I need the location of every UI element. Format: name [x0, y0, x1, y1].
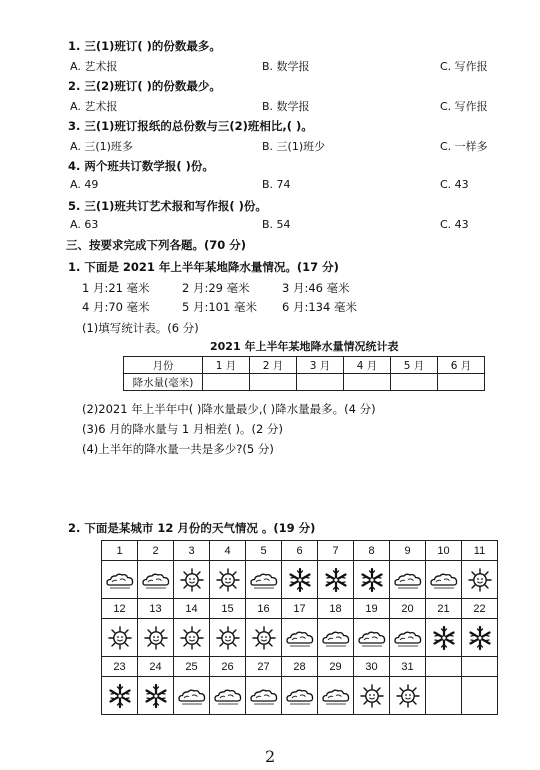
weather-cell	[354, 561, 390, 599]
day-number-cell: 10	[426, 541, 462, 561]
table-header-jan: 1 月	[203, 357, 250, 374]
weather-cell	[174, 619, 210, 657]
sunny-icon	[249, 625, 279, 651]
table-header-month: 月份	[124, 357, 203, 374]
section-title: 三、按要求完成下列各题。(70 分)	[66, 238, 247, 252]
sunny-icon	[213, 625, 243, 651]
weather-cell	[174, 561, 210, 599]
sunny-icon	[177, 567, 207, 593]
cloudy-icon	[141, 567, 171, 593]
cloudy-icon	[213, 683, 243, 709]
day-number-row	[102, 541, 498, 561]
day-number-cell: 28	[282, 657, 318, 677]
weather-cell	[138, 619, 174, 657]
cloudy-icon	[393, 567, 423, 593]
cloudy-icon	[105, 567, 135, 593]
weather-cell	[282, 677, 318, 715]
day-number-cell: 20	[390, 599, 426, 619]
answer-cell-may[interactable]	[391, 374, 438, 391]
question-2-stem: 2. 下面是某城市 12 月份的天气情况 。(19 分)	[68, 521, 316, 535]
day-number-cell: 23	[102, 657, 138, 677]
snow-icon	[285, 567, 315, 593]
day-number-cell: 5	[246, 541, 282, 561]
cloudy-icon	[249, 567, 279, 593]
weather-cell	[246, 677, 282, 715]
day-number-cell: 31	[390, 657, 426, 677]
snow-icon	[105, 683, 135, 709]
weather-cell	[390, 677, 426, 715]
answer-option[interactable]: B. 三(1)班少	[262, 140, 326, 153]
table-header-mar: 3 月	[297, 357, 344, 374]
day-number-cell: 11	[462, 541, 498, 561]
day-number-cell: 9	[390, 541, 426, 561]
table-header-apr: 4 月	[344, 357, 391, 374]
weather-cell	[390, 561, 426, 599]
question-stem: 1. 三(1)班订( )的份数最多。	[68, 39, 221, 53]
snow-icon	[429, 625, 459, 651]
day-number-cell: 16	[246, 599, 282, 619]
answer-cell-jun[interactable]	[438, 374, 485, 391]
day-number-cell: 15	[210, 599, 246, 619]
weather-calendar-table	[101, 540, 498, 715]
weather-cell	[462, 677, 498, 715]
sunny-icon	[465, 567, 495, 593]
snow-icon	[321, 567, 351, 593]
sub-question-4: (4)上半年的降水量一共是多少?(5 分)	[82, 442, 274, 456]
day-number-cell: 3	[174, 541, 210, 561]
sunny-icon	[177, 625, 207, 651]
sub-question-3: (3)6 月的降水量与 1 月相差( )。(2 分)	[82, 422, 283, 436]
cloudy-icon	[249, 683, 279, 709]
weather-cell	[210, 619, 246, 657]
weather-icon-row	[102, 561, 498, 599]
rain-data-3: 3 月:46 毫米	[282, 281, 350, 295]
weather-cell	[426, 561, 462, 599]
weather-cell	[138, 677, 174, 715]
day-number-cell: 14	[174, 599, 210, 619]
question-stem: 3. 三(1)班订报纸的总份数与三(2)班相比,( )。	[68, 119, 313, 133]
day-number-cell: 22	[462, 599, 498, 619]
weather-cell	[246, 619, 282, 657]
sub-question-1: (1)填写统计表。(6 分)	[82, 321, 199, 335]
day-number-cell: 29	[318, 657, 354, 677]
weather-cell	[210, 677, 246, 715]
sunny-icon	[357, 683, 387, 709]
answer-option[interactable]: B. 数学报	[262, 60, 310, 73]
weather-cell	[174, 677, 210, 715]
weather-cell	[426, 619, 462, 657]
day-number-cell: 13	[138, 599, 174, 619]
question-stem: 2. 三(2)班订( )的份数最少。	[68, 79, 221, 93]
day-number-cell: 19	[354, 599, 390, 619]
cloudy-icon	[429, 567, 459, 593]
day-number-row	[102, 599, 498, 619]
weather-cell	[462, 619, 498, 657]
table-title: 2021 年上半年某地降水量情况统计表	[210, 340, 399, 353]
answer-option[interactable]: A. 艺术报	[70, 60, 118, 73]
weather-cell	[282, 561, 318, 599]
table-header-may: 5 月	[391, 357, 438, 374]
day-number-cell: 24	[138, 657, 174, 677]
cloudy-icon	[321, 683, 351, 709]
table-header-jun: 6 月	[438, 357, 485, 374]
cloudy-icon	[177, 683, 207, 709]
snow-icon	[141, 683, 171, 709]
rain-data-5: 5 月:101 毫米	[182, 300, 257, 314]
day-number-cell: 17	[282, 599, 318, 619]
weather-cell	[318, 677, 354, 715]
day-number-cell: 27	[246, 657, 282, 677]
weather-cell	[102, 677, 138, 715]
day-number-cell: 21	[426, 599, 462, 619]
answer-option[interactable]: C. 43	[440, 178, 469, 191]
sunny-icon	[213, 567, 243, 593]
weather-cell	[102, 619, 138, 657]
weather-cell	[390, 619, 426, 657]
question-stem: 4. 两个班共订数学报( )份。	[68, 159, 214, 173]
answer-cell-jan[interactable]	[203, 374, 250, 391]
sunny-icon	[105, 625, 135, 651]
rain-data-4: 4 月:70 毫米	[82, 300, 150, 314]
table-answer-row	[124, 374, 485, 391]
rain-statistics-table	[123, 356, 485, 391]
rain-data-1: 1 月:21 毫米	[82, 281, 150, 295]
sub-question-2: (2)2021 年上半年中( )降水量最少,( )降水量最多。(4 分)	[82, 402, 376, 416]
day-number-cell: 25	[174, 657, 210, 677]
answer-option[interactable]: A. 63	[70, 218, 99, 231]
answer-option[interactable]: C. 写作报	[440, 100, 488, 113]
cloudy-icon	[393, 625, 423, 651]
question-1-stem: 1. 下面是 2021 年上半年某地降水量情况。(17 分)	[68, 260, 339, 274]
day-number-cell: 30	[354, 657, 390, 677]
weather-icon-row	[102, 619, 498, 657]
answer-option[interactable]: A. 艺术报	[70, 100, 118, 113]
day-number-cell: 8	[354, 541, 390, 561]
rain-data-6: 6 月:134 毫米	[282, 300, 357, 314]
day-number-cell: 26	[210, 657, 246, 677]
table-header-row	[124, 357, 485, 374]
weather-cell	[426, 677, 462, 715]
question-stem: 5. 三(1)班共订艺术报和写作报( )份。	[68, 199, 267, 213]
rain-data-2: 2 月:29 毫米	[182, 281, 250, 295]
cloudy-icon	[285, 683, 315, 709]
weather-cell	[318, 561, 354, 599]
answer-option[interactable]: C. 43	[440, 218, 469, 231]
cloudy-icon	[357, 625, 387, 651]
weather-cell	[210, 561, 246, 599]
table-row-label: 降水量(毫米)	[124, 374, 203, 391]
weather-cell	[246, 561, 282, 599]
day-number-cell: 1	[102, 541, 138, 561]
weather-cell	[354, 619, 390, 657]
snow-icon	[465, 625, 495, 651]
day-number-cell: 4	[210, 541, 246, 561]
answer-option[interactable]: C. 写作报	[440, 60, 488, 73]
answer-option[interactable]: B. 74	[262, 178, 291, 191]
weather-cell	[138, 561, 174, 599]
weather-icon-row	[102, 677, 498, 715]
day-number-cell	[462, 657, 498, 677]
answer-option[interactable]: B. 54	[262, 218, 291, 231]
day-number-cell: 18	[318, 599, 354, 619]
weather-cell	[462, 561, 498, 599]
sunny-icon	[141, 625, 171, 651]
answer-option[interactable]: B. 数学报	[262, 100, 310, 113]
answer-option[interactable]: C. 一样多	[440, 140, 488, 153]
day-number-row	[102, 657, 498, 677]
day-number-cell: 2	[138, 541, 174, 561]
weather-cell	[318, 619, 354, 657]
page-number: 2	[265, 747, 276, 766]
day-number-cell: 7	[318, 541, 354, 561]
table-header-feb: 2 月	[250, 357, 297, 374]
sunny-icon	[393, 683, 423, 709]
weather-cell	[102, 561, 138, 599]
answer-cell-mar[interactable]	[297, 374, 344, 391]
day-number-cell: 12	[102, 599, 138, 619]
weather-cell	[282, 619, 318, 657]
snow-icon	[357, 567, 387, 593]
cloudy-icon	[285, 625, 315, 651]
answer-option[interactable]: A. 三(1)班多	[70, 140, 133, 153]
weather-cell	[354, 677, 390, 715]
day-number-cell	[426, 657, 462, 677]
day-number-cell: 6	[282, 541, 318, 561]
answer-cell-apr[interactable]	[344, 374, 391, 391]
answer-option[interactable]: A. 49	[70, 178, 99, 191]
answer-cell-feb[interactable]	[250, 374, 297, 391]
cloudy-icon	[321, 625, 351, 651]
